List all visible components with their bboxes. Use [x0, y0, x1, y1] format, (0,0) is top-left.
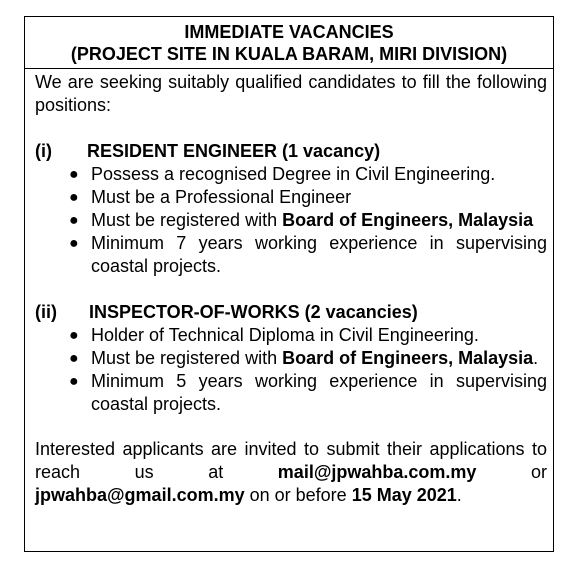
requirement-text: Minimum 7 years working experience in supervising coastal projects.	[91, 233, 547, 276]
bullet-icon: ●	[69, 327, 79, 344]
closing-text: on or before	[244, 485, 352, 505]
registration-body: Board of Engineers, Malaysia	[282, 348, 534, 368]
requirement-item	[35, 232, 547, 278]
requirement-text	[91, 209, 547, 232]
bullet-icon: ●	[69, 189, 79, 206]
position-resident-engineer	[35, 140, 547, 278]
position-inspector-of-works	[35, 301, 547, 416]
requirement-text: Holder of Technical Diploma in Civil Engineering.	[91, 325, 479, 345]
position-title: INSPECTOR-OF-WORKS (2 vacancies)	[89, 302, 418, 322]
registration-body: Board of Engineers, Malaysia	[282, 210, 534, 230]
requirement-item	[35, 324, 547, 347]
application-deadline: 15 May 2021	[351, 485, 457, 505]
position-heading	[35, 140, 547, 163]
requirement-text-plain: Must be registered with	[91, 348, 283, 368]
closing-text: Interested applicants are invited to submit their applications to reach us at	[35, 439, 547, 482]
header-title: IMMEDIATE VACANCIES	[184, 22, 394, 42]
bullet-icon: ●	[69, 166, 79, 183]
ad-body	[25, 71, 553, 507]
requirement-item	[35, 186, 547, 209]
requirement-text: Must be a Professional Engineer	[91, 187, 352, 207]
bullet-icon: ●	[69, 373, 79, 390]
requirement-text-plain: Must be registered with	[91, 210, 283, 230]
requirement-text	[91, 347, 547, 370]
position-heading	[35, 301, 547, 324]
closing-text: .	[456, 485, 462, 505]
closing-text: or	[476, 462, 547, 482]
header-subtitle: (PROJECT SITE IN KUALA BARAM, MIRI DIVISION)	[70, 44, 508, 64]
email-link-secondary[interactable]: jpwahba@gmail.com.my	[35, 485, 245, 505]
position-number: (ii)	[35, 302, 57, 322]
requirement-text: Minimum 5 years working experience in supervising coastal projects.	[91, 371, 547, 414]
intro-text: We are seeking suitably qualified candidates to fill the following positions:	[35, 72, 547, 115]
bullet-icon: ●	[69, 350, 79, 367]
requirement-text-suffix: .	[533, 348, 539, 368]
vacancy-advertisement	[24, 16, 554, 552]
requirement-item	[35, 209, 547, 232]
ad-header	[25, 17, 553, 69]
requirement-item	[35, 370, 547, 416]
requirements-list	[35, 324, 547, 416]
requirement-item	[35, 347, 547, 370]
application-instructions	[35, 438, 547, 507]
requirement-item	[35, 163, 547, 186]
position-title: RESIDENT ENGINEER (1 vacancy)	[87, 141, 381, 161]
email-link-primary[interactable]: mail@jpwahba.com.my	[277, 462, 477, 482]
requirement-text: Possess a recognised Degree in Civil Engineering.	[91, 164, 496, 184]
bullet-icon: ●	[69, 235, 79, 252]
requirements-list	[35, 163, 547, 278]
position-number: (i)	[35, 141, 52, 161]
bullet-icon: ●	[69, 212, 79, 229]
